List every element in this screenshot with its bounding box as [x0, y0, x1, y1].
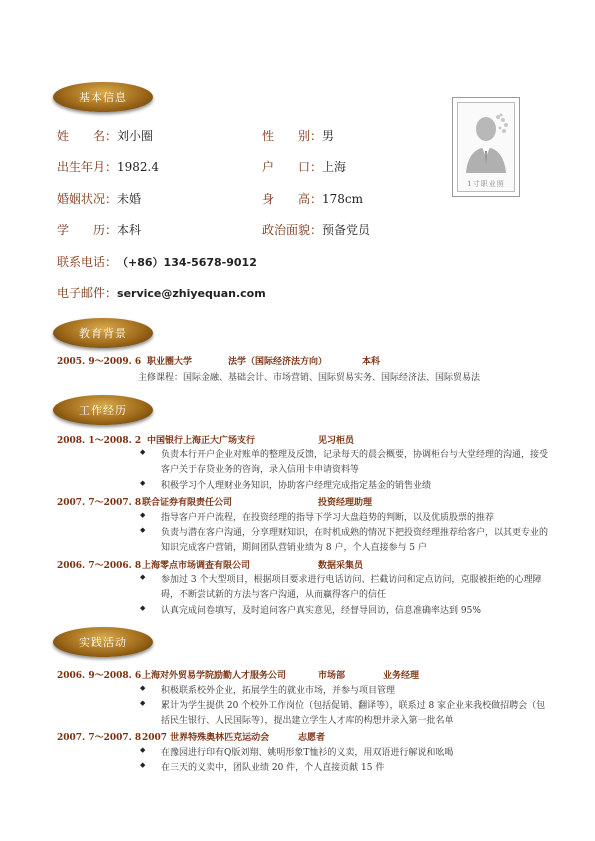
education-level-row [57, 221, 141, 238]
work-3-date: 2006. 7～2006. 8 [57, 561, 142, 571]
education-major: 法学（国际经济法方向） [228, 357, 328, 367]
section-basic-info: 基本信息 [53, 82, 153, 112]
bullet-text: 负责与潜在客户沟通，分享理财知识，在时机成熟的情况下把投资经理推荐给客户，以其更专业的知识完成客户营销，期间团队营销业绩为 8 户，个人直接参与 5 户 [161, 528, 549, 553]
practice-1-dept: 市场部 [318, 671, 346, 681]
bullet-diamond-icon: ◆ [140, 604, 146, 612]
education-level-value: 本科 [117, 223, 142, 237]
bullet-diamond-icon: ◆ [140, 511, 146, 519]
photo-caption: 1寸职业照 [467, 180, 505, 188]
work-2-role: 投资经理助理 [318, 498, 373, 508]
phone-row [57, 253, 257, 270]
bullet-diamond-icon: ◆ [140, 746, 146, 754]
politics-label: 政治面貌： [262, 223, 323, 237]
birth-label: 出生年月： [57, 160, 118, 174]
practice-2-org: 2007 世界特殊奥林匹克运动会 [142, 733, 270, 743]
bullet-text: 积极学习个人理财业务知识，协助客户经理完成指定基金的销售业绩 [161, 481, 432, 491]
bullet-diamond-icon: ◆ [140, 479, 146, 487]
bullet-diamond-icon: ◆ [140, 761, 146, 769]
hukou-value: 上海 [322, 160, 347, 174]
gender-label: 性 别： [262, 129, 323, 143]
height-value: 178cm [322, 192, 364, 206]
birth-value: 1982.4 [117, 160, 160, 174]
bullet-diamond-icon: ◆ [140, 573, 146, 581]
work-3-company: 上海零点市场调查有限公司 [142, 561, 251, 571]
photo-placeholder [457, 102, 515, 192]
practice-1-role: 业务经理 [383, 671, 420, 681]
hukou-row [262, 158, 346, 175]
education-date: 2005. 9～2009. 6 [57, 357, 142, 367]
section-education: 教育背景 [53, 318, 153, 348]
education-school: 职业圈大学 [147, 357, 193, 367]
bullet-text: 积极联系校外企业，拓展学生的就业市场，并参与项目管理 [161, 686, 396, 696]
education-courses: 主修课程：国际金融、基础会计、市场营销、国际贸易实务、国际经济法、国际贸易法 [138, 373, 481, 383]
birth-row [57, 158, 159, 175]
height-label: 身 高： [262, 192, 323, 206]
section-work: 工作经历 [53, 395, 153, 425]
phone-label: 联系电话： [57, 255, 118, 269]
work-2-date: 2007. 7～2007. 8 [57, 498, 142, 508]
education-degree: 本科 [362, 357, 381, 367]
gender-value: 男 [322, 129, 335, 143]
practice-2-role: 志愿者 [298, 733, 326, 743]
gender-row [262, 127, 334, 144]
marital-row [57, 190, 141, 207]
bullet-diamond-icon: ◆ [140, 448, 146, 456]
practice-1-date: 2006. 9～2008. 6 [57, 671, 142, 681]
email-value: service@zhiyequan.com [117, 287, 266, 300]
section-practice: 实践活动 [53, 627, 153, 657]
bullet-text: 累计为学生提供 20 个校外工作岗位（包括促销、翻译等），联系过 8 家企业来我校做招聘会（包括民生银行、人民国际等），提出建立学生人才库的构想并录入第一批名单 [161, 701, 546, 726]
bullet-diamond-icon: ◆ [140, 684, 146, 692]
bullet-text: 负责本行开户企业对账单的整理及反馈，记录每天的晨会概要，协调柜台与大堂经理的沟通，接受客户关于存贷业务的咨询，录入信用卡申请资料等 [161, 450, 549, 475]
bullet-text: 在豫园进行印有Q版刘翔、姚明形象T恤衫的义卖，用双语进行解说和吆喝 [161, 748, 454, 758]
bullet-text: 在三天的义卖中，团队业绩 20 件，个人直接贡献 15 件 [161, 763, 385, 773]
practice-2-date: 2007. 7～2007. 8 [57, 733, 142, 743]
person-silhouette-icon [458, 103, 514, 179]
work-1-date: 2008. 1～2008. 2 [57, 436, 142, 446]
hukou-label: 户 口： [262, 160, 323, 174]
phone-value: （+86）134-5678-9012 [117, 256, 257, 269]
email-row [57, 284, 266, 301]
name-row [57, 127, 153, 144]
education-level-label: 学 历： [57, 223, 118, 237]
work-2-company: 联合证券有限责任公司 [142, 498, 233, 508]
name-label: 姓 名： [57, 129, 118, 143]
marital-value: 未婚 [117, 192, 142, 206]
politics-row [262, 221, 370, 238]
photo-frame [452, 97, 520, 197]
height-row [262, 190, 363, 207]
bullet-text: 指导客户开户流程，在投资经理的指导下学习大盘趋势的判断，以及优质股票的推荐 [161, 513, 495, 523]
work-3-role: 数据采集员 [318, 561, 364, 571]
bullet-diamond-icon: ◆ [140, 526, 146, 534]
politics-value: 预备党员 [322, 223, 371, 237]
marital-label: 婚姻状况： [57, 192, 118, 206]
email-label: 电子邮件： [57, 286, 118, 300]
name-value: 刘小圈 [117, 129, 154, 143]
work-1-company: 中国银行上海正大广场支行 [147, 436, 256, 446]
bullet-text: 参加过 3 个大型项目，根据项目要求进行电话访问、拦截访问和定点访问，克服被拒绝的心理障碍，不断尝试新的方法与客户沟通，从而赢得客户的信任 [161, 575, 542, 600]
bullet-diamond-icon: ◆ [140, 699, 146, 707]
bullet-text: 认真完成问卷填写，及时追问客户真实意见，经督导回访，信息准确率达到 95% [161, 606, 481, 616]
work-1-role: 见习柜员 [318, 436, 355, 446]
practice-1-org: 上海对外贸易学院励勤人才服务公司 [142, 671, 287, 681]
